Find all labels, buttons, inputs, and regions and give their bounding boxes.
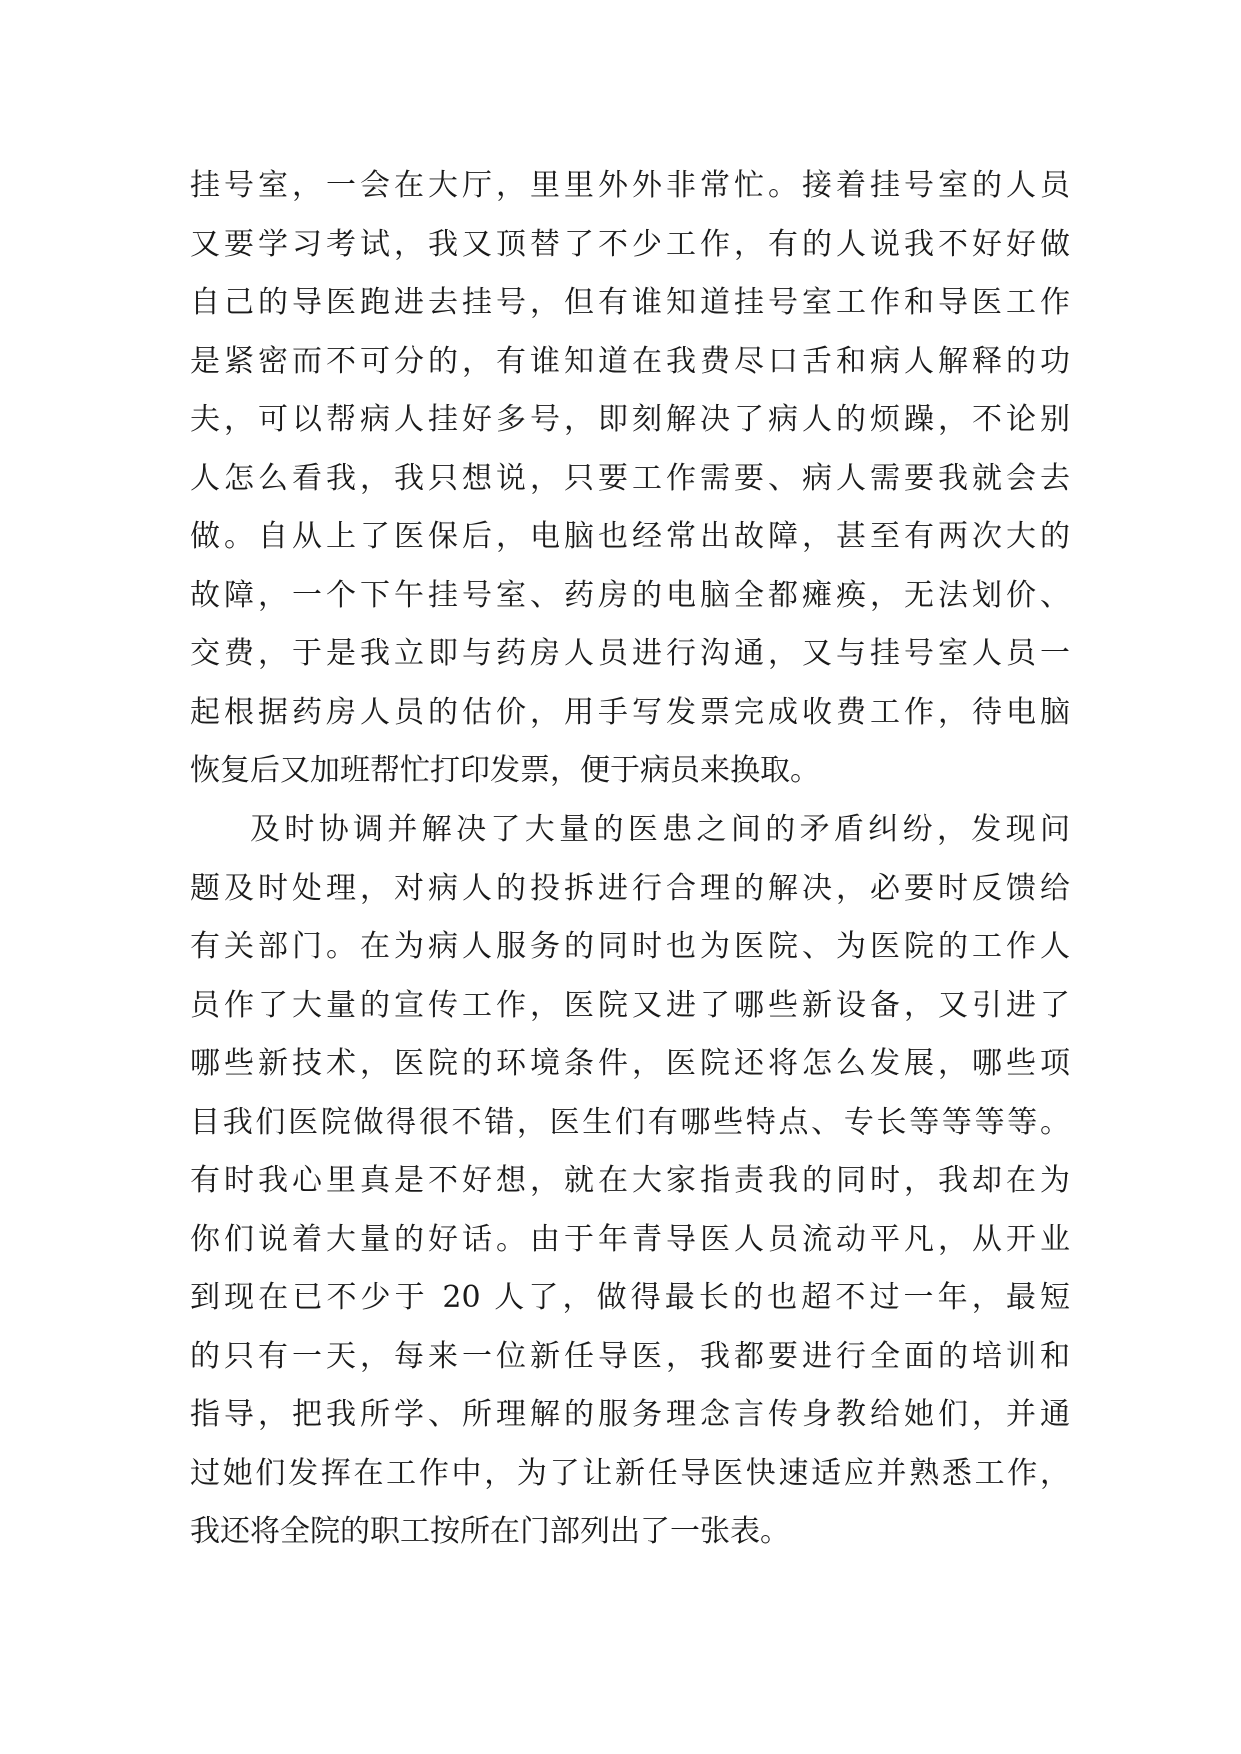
text-line: 自己的导医跑进去挂号，但有谁知道挂号室工作和导医工作 xyxy=(190,285,1070,320)
text-line: 做。自从上了医保后，电脑也经常出故障，甚至有两次大的 xyxy=(190,519,1070,554)
text-line: 哪些新技术，医院的环境条件，医院还将怎么发展，哪些项 xyxy=(190,1046,1070,1081)
text-line: 夫，可以帮病人挂好多号，即刻解决了病人的烦躁，不论别 xyxy=(190,402,1070,437)
text-line: 有关部门。在为病人服务的同时也为医院、为医院的工作人 xyxy=(190,929,1070,964)
text-line: 交费，于是我立即与药房人员进行沟通，又与挂号室人员一 xyxy=(190,636,1070,671)
text-line: 挂号室，一会在大厅，里里外外非常忙。接着挂号室的人员 xyxy=(190,168,1070,203)
text-line: 又要学习考试，我又顶替了不少工作，有的人说我不好好做 xyxy=(190,226,1070,262)
text-line: 故障，一个下午挂号室、药房的电脑全都瘫痪，无法划价、 xyxy=(190,577,1070,613)
paragraph-1 xyxy=(190,157,1070,801)
text-line: 到现在已不少于 20 人了，做得最长的也超不过一年，最短 xyxy=(190,1280,1070,1315)
text-line: 是紧密而不可分的，有谁知道在我费尽口舌和病人解释的功 xyxy=(190,343,1070,379)
text-line: 人怎么看我，我只想说，只要工作需要、病人需要我就会去 xyxy=(190,460,1070,496)
text-line: 题及时处理，对病人的投拆进行合理的解决，必要时反馈给 xyxy=(190,870,1070,906)
text-line: 过她们发挥在工作中，为了让新任导医快速适应并熟悉工作， xyxy=(190,1455,1070,1491)
text-line: 员作了大量的宣传工作，医院又进了哪些新设备，又引进了 xyxy=(190,987,1070,1023)
text-line: 有时我心里真是不好想，就在大家指责我的同时，我却在为 xyxy=(190,1163,1070,1198)
paragraph-2 xyxy=(190,801,1070,1562)
text-line: 恢复后又加班帮忙打印发票，便于病员来换取。 xyxy=(190,753,820,788)
text-line: 的只有一天，每来一位新任导医，我都要进行全面的培训和 xyxy=(190,1338,1070,1374)
text-line: 及时协调并解决了大量的医患之间的矛盾纠纷，发现问 xyxy=(250,812,1070,847)
text-line: 指导，把我所学、所理解的服务理念言传身教给她们，并通 xyxy=(190,1397,1070,1432)
text-line: 我还将全院的职工按所在门部列出了一张表。 xyxy=(190,1514,790,1549)
text-line: 起根据药房人员的估价，用手写发票完成收费工作，待电脑 xyxy=(190,694,1070,730)
text-line: 目我们医院做得很不错，医生们有哪些特点、专长等等等等。 xyxy=(190,1104,1070,1140)
text-line: 你们说着大量的好话。由于年青导医人员流动平凡，从开业 xyxy=(190,1221,1070,1257)
